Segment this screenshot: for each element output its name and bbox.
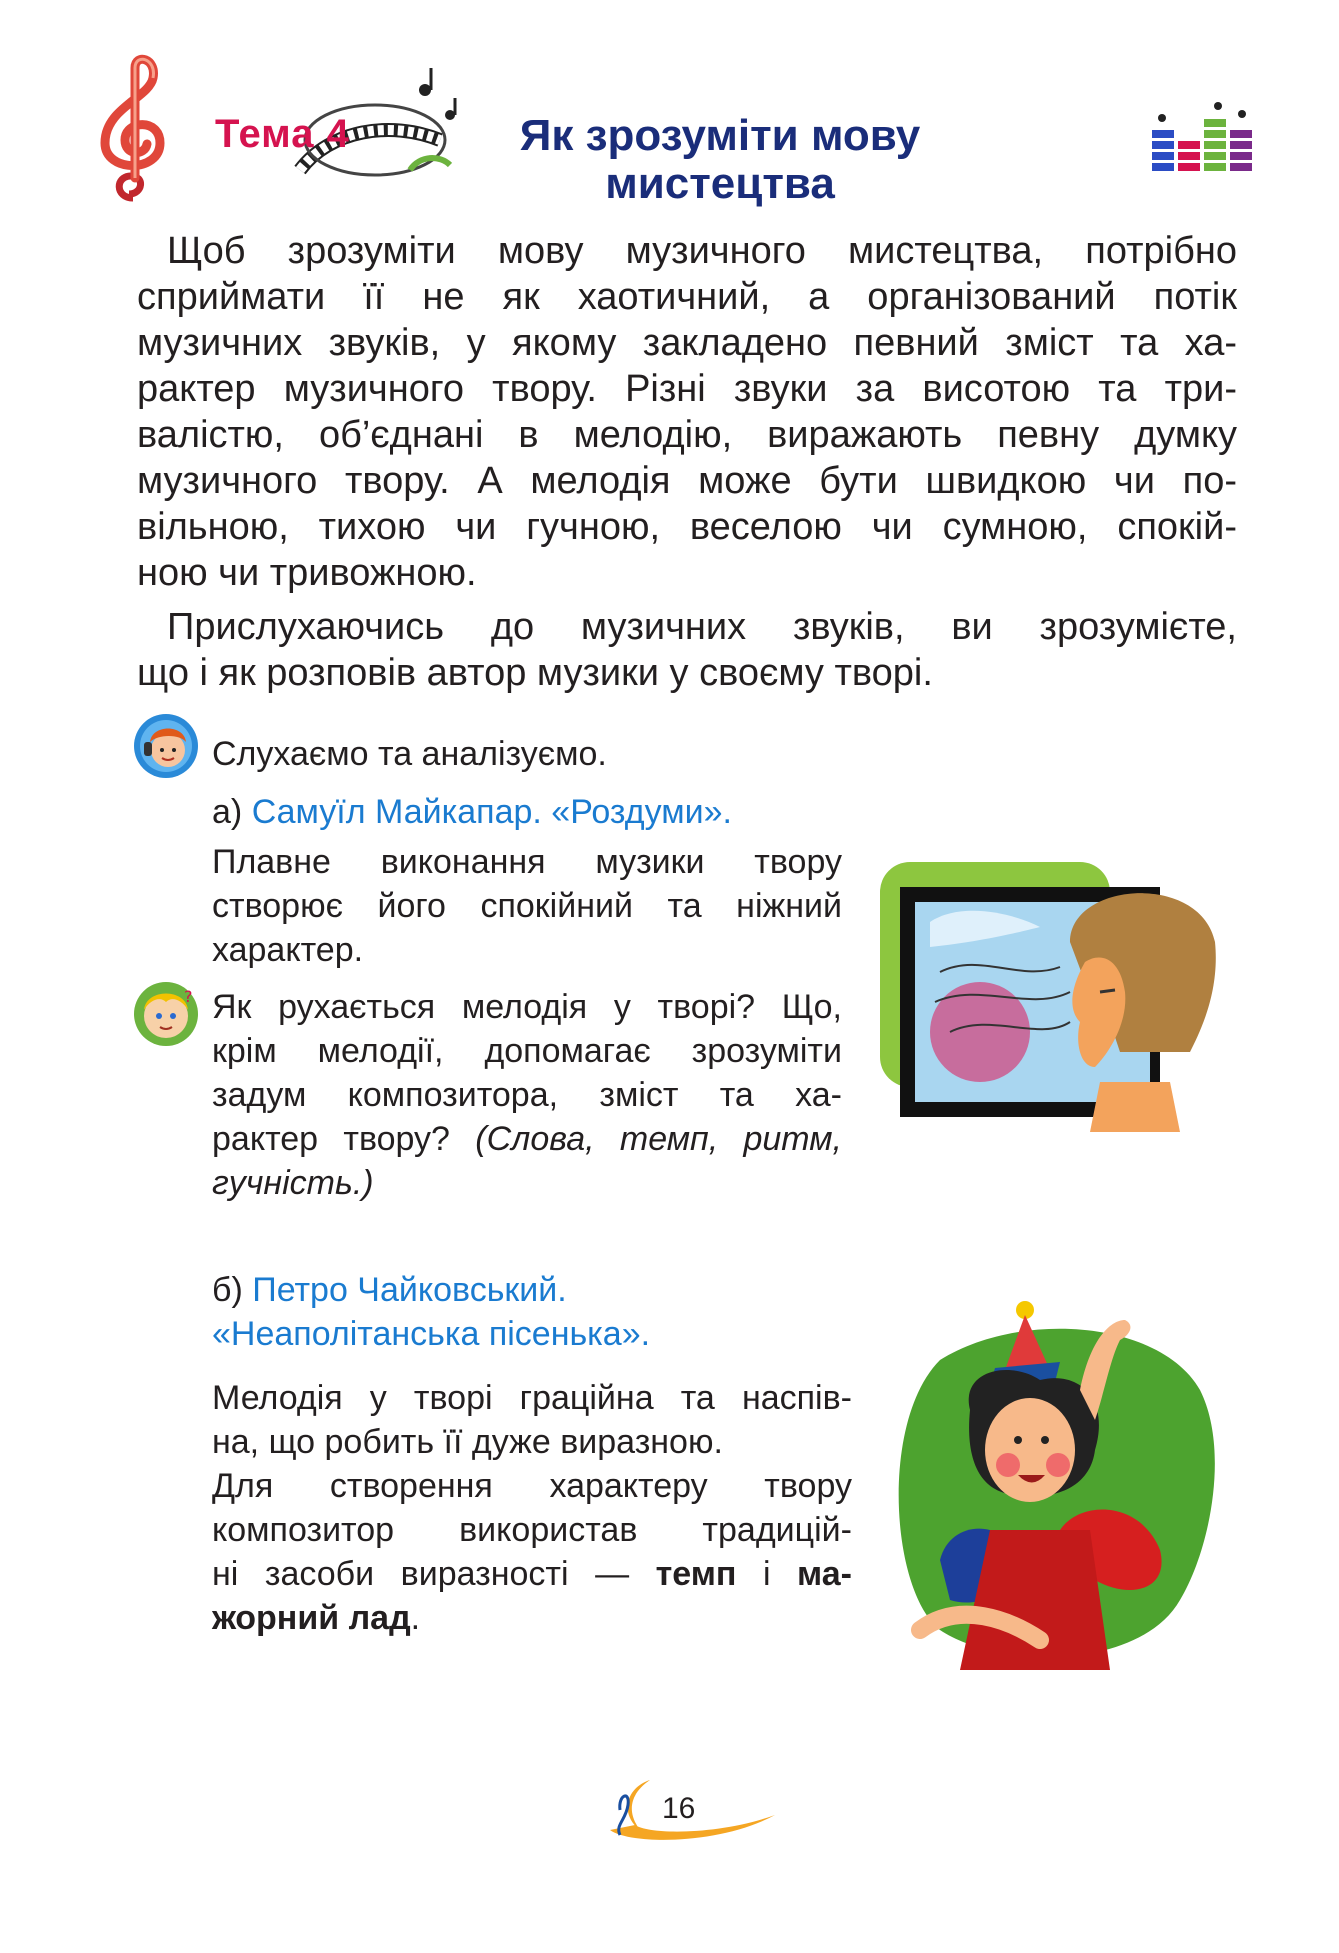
desc-line-5 <box>212 1552 852 1596</box>
item-a-marker: а) <box>212 793 243 831</box>
desc-line5-start: ні засоби виразності — <box>212 1555 630 1593</box>
desc-line: Для створення характеру твору <box>212 1467 852 1505</box>
desc-line: створює його спокійний та ніжний <box>212 887 842 925</box>
intro-line: Прислухаючись до музичних звуків, ви зрозумієте, <box>167 606 1237 648</box>
question-line: Як рухається мелодія у творі? Що, <box>212 988 842 1026</box>
treble-clef-icon <box>85 48 180 213</box>
item-a-description <box>212 840 842 972</box>
page-number: 16 <box>662 1792 696 1825</box>
title-line-1: Як зрозуміти мову <box>519 111 921 160</box>
bold-major-start: ма- <box>797 1555 852 1593</box>
intro-line: Щоб зрозуміти мову музичного мистецтва, потрібно <box>167 230 1237 272</box>
item-b-heading <box>212 1268 832 1356</box>
item-a-heading <box>212 790 732 834</box>
theme-label: Тема 4 <box>215 112 350 156</box>
desc-and: і <box>762 1555 771 1593</box>
intro-line: музичного твору. А мелодія може бути швидкою чи по- <box>137 460 1237 502</box>
question-line: задум композитора, зміст та ха- <box>212 1076 842 1114</box>
thinking-boy-icon <box>132 980 200 1048</box>
question-hint-end: гучність.) <box>212 1164 374 1202</box>
desc-line: Мелодія у творі граційна та наспів- <box>212 1379 852 1417</box>
desc-line-6 <box>212 1596 852 1640</box>
page-title <box>470 112 970 208</box>
intro-line: сприймати її не як хаотичний, а організований потік <box>137 276 1237 318</box>
girl-window-illustration <box>870 852 1230 1132</box>
item-b-marker: б) <box>212 1271 243 1309</box>
question-hint: (Слова, темп, ритм, <box>475 1120 842 1158</box>
bold-major-end: жорний лад <box>212 1599 411 1637</box>
intro-line: музичних звуків, у якому закладено певний зміст та ха- <box>137 322 1237 364</box>
intro-paragraph-1 <box>137 228 1237 596</box>
question-tail: рактер твору? <box>212 1120 450 1158</box>
item-b-line-1 <box>212 1268 832 1312</box>
svg-text:?: ? <box>184 987 193 1006</box>
intro-line: валістю, об’єднані в мелодію, виражають певну думку <box>137 414 1237 456</box>
listen-instruction: Слухаємо та аналізуємо. <box>212 735 607 773</box>
bold-tempo: темп <box>655 1555 737 1593</box>
item-b-work-link[interactable]: «Неаполітанська пісенька». <box>212 1315 651 1353</box>
item-a-question <box>212 985 842 1205</box>
intro-line: рактер музичного твору. Різні звуки за висотою та три- <box>137 368 1237 410</box>
listening-boy-icon <box>132 712 200 780</box>
intro-line: ною чи тривожною. <box>137 552 477 594</box>
question-line: крім мелодії, допомагає зрозуміти <box>212 1032 842 1070</box>
item-a-work-link[interactable]: Самуїл Майкапар. «Роздуми». <box>251 793 732 831</box>
title-line-2: мистецтва <box>605 159 835 208</box>
intro-line: вільною, тихою чи гучною, веселою чи сумною, спокій- <box>137 506 1237 548</box>
question-line-4 <box>212 1117 842 1161</box>
item-b-composer-link[interactable]: Петро Чайковський. <box>252 1271 567 1309</box>
desc-line: на, що робить її дуже виразною. <box>212 1423 723 1461</box>
item-b-description <box>212 1376 852 1640</box>
dancing-girl-illustration <box>880 1300 1230 1680</box>
intro-paragraph-2 <box>137 604 1237 696</box>
desc-line: Плавне виконання музики твору <box>212 843 842 881</box>
desc-end: . <box>410 1599 421 1637</box>
desc-line: композитор використав традицій- <box>212 1511 852 1549</box>
desc-line: характер. <box>212 931 364 969</box>
intro-line: що і як розповів автор музики у своєму творі. <box>137 652 933 694</box>
equalizer-bars-icon <box>1150 100 1255 175</box>
